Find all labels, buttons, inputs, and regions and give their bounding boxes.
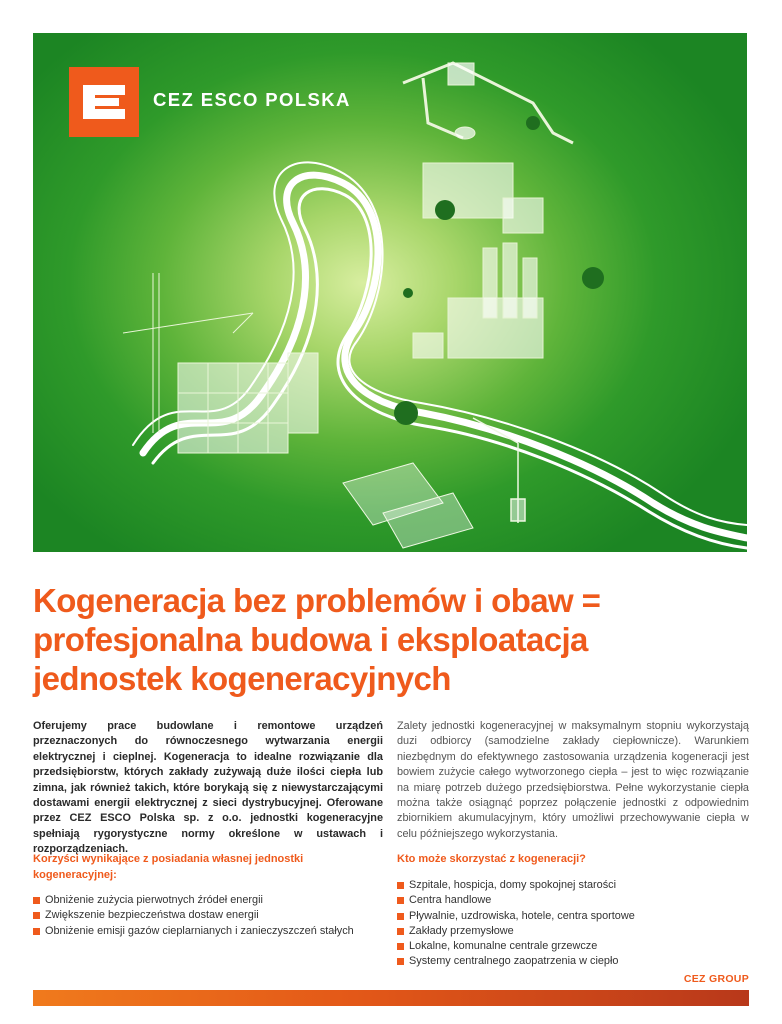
list-item-text: Obniżenie emisji gazów cieplarnianych i zanieczyszczeń stałych: [45, 924, 354, 937]
list-item: [397, 924, 635, 939]
list-item: [33, 893, 354, 908]
bullet-square-icon: [397, 958, 404, 965]
headline-line-1: Kogeneracja bez problemów i obaw =: [33, 582, 601, 619]
who-list: [397, 878, 635, 970]
cez-logo: [69, 67, 139, 137]
bullet-square-icon: [397, 928, 404, 935]
brand-name: CEZ ESCO POLSKA: [153, 89, 351, 110]
list-item: [397, 909, 635, 924]
list-item: [397, 939, 635, 954]
bullet-square-icon: [397, 882, 404, 889]
bullet-square-icon: [397, 913, 404, 920]
hero-illustration: [33, 33, 747, 552]
list-item-text: Obniżenie zużycia pierwotnych źródeł energii: [45, 894, 263, 906]
page-title: [33, 581, 753, 698]
intro-left-paragraph: Oferujemy prace budowlane i remontowe urządzeń przeznaczonych do równoczesnego wytwarzania energii elektrycznej i cieplnej. Kogeneracja to idealne rozwiązanie dla przedsiębiorstw, których zakłady zużywają duże ilości ciepła lub zimna, jak również takich, które borykają się z niewystarczającymi dostawami energii elektrycznej z sieci dystrybucyjnej. Oferowane przez CEZ ESCO Polska sp. z o.o. jednostki kogeneracyjne spełniają rygorystyczne normy określone w ustawach i rozporządzeniach.: [33, 720, 383, 856]
bullet-square-icon: [397, 897, 404, 904]
footer-accent-bar: [33, 990, 749, 1006]
list-item: [33, 908, 354, 923]
list-item: [33, 924, 354, 939]
list-item-text: Zakłady przemysłowe: [409, 924, 514, 937]
list-item-text: Lokalne, komunalne centrale grzewcze: [409, 940, 598, 953]
list-item: [397, 893, 635, 908]
cez-logo-mark-icon: [69, 67, 139, 137]
benefits-heading-line-1: Korzyści wynikające z posiadania własnej jednostki: [33, 853, 304, 865]
intro-right-paragraph: Zalety jednostki kogeneracyjnej w maksymalnym stopniu wykorzystają duzi odbiorcy (samodzielne zakłady ciepłownicze). Warunkiem niezbędnym do efektywnego zastosowania urządzenia kogeneracji jest bowiem zużycie całego wytworzonego ciepła – jest to więc rozwiązanie na miarę potrzeb dużego przedsiębiorstwa. Pełne wykorzystanie ciepła można także osiągnąć poprzez połączenie jednostki z odpowiednim zbiornikiem akumulacyjnym, który umożliwi przechowywanie ciepła w celu późniejszego wykorzystania.: [397, 720, 749, 840]
benefits-heading: [33, 851, 303, 883]
bullet-square-icon: [33, 897, 40, 904]
list-item-text: Systemy centralnego zaopatrzenia w ciepło: [409, 955, 619, 968]
energy-landscape-graphic: [33, 33, 747, 552]
bullet-square-icon: [397, 943, 404, 950]
who-heading: Kto może skorzystać z kogeneracji?: [397, 853, 586, 865]
list-item: [397, 878, 635, 893]
bullet-square-icon: [33, 912, 40, 919]
benefits-list: [33, 893, 354, 939]
bullet-square-icon: [33, 928, 40, 935]
benefits-heading-line-2: kogeneracyjnej:: [33, 869, 117, 881]
list-item-text: Zwiększenie bezpieczeństwa dostaw energii: [45, 909, 259, 922]
list-item-text: Centra handlowe: [409, 894, 492, 907]
headline-line-3: jednostek kogeneracyjnych: [33, 660, 451, 697]
cez-group-label: CEZ GROUP: [683, 973, 749, 985]
list-item-text: Pływalnie, uzdrowiska, hotele, centra sportowe: [409, 909, 635, 922]
list-item-text: Szpitale, hospicja, domy spokojnej starości: [409, 879, 617, 891]
list-item: [397, 954, 635, 969]
headline-line-2: profesjonalna budowa i eksploatacja: [33, 621, 588, 658]
